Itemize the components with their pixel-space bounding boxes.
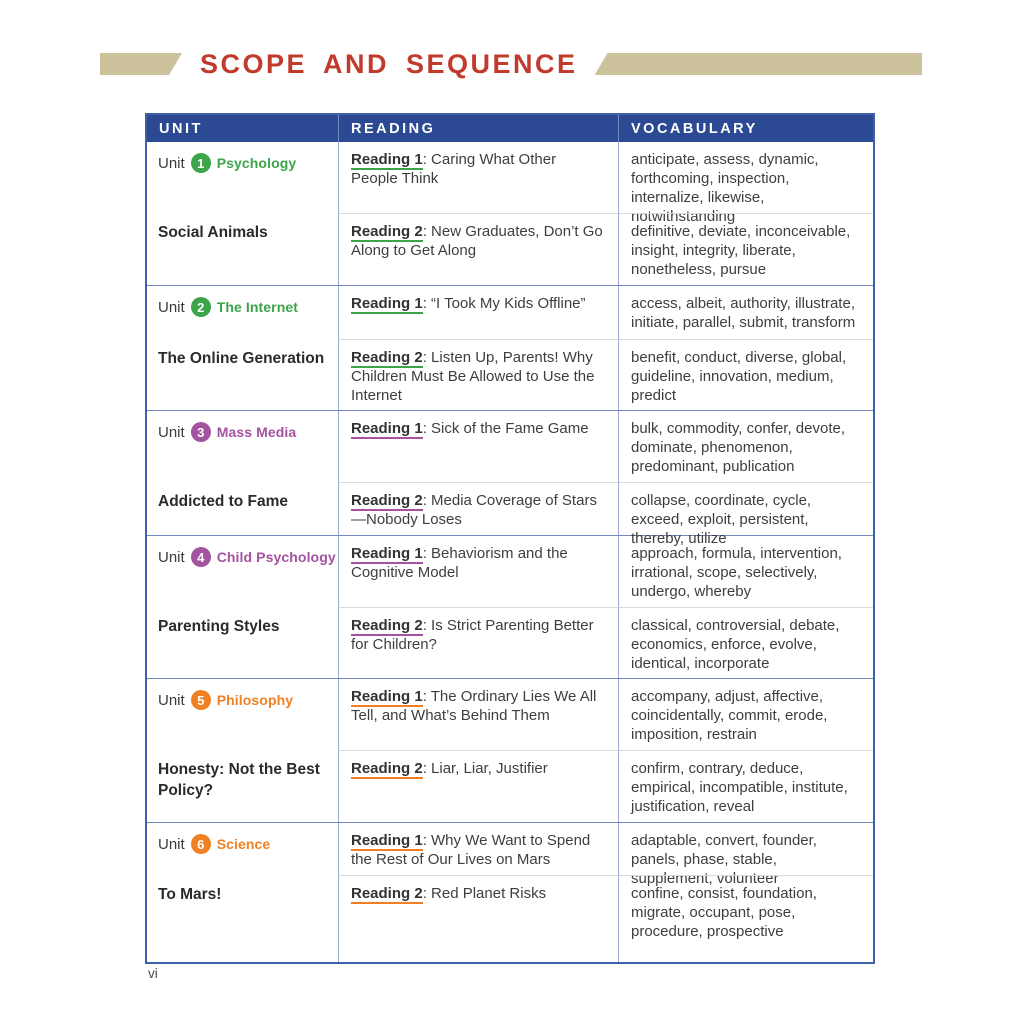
vocabulary-cell-1: access, albeit, authority, illustrate, initiate, parallel, submit, transform: [618, 286, 873, 339]
vocabulary-cell-1: bulk, commodity, confer, devote, dominate, phenomenon, predominant, publication: [618, 411, 873, 482]
reading-2-title: : Media Coverage of Stars—Nobody Loses: [351, 492, 597, 529]
column-header-vocabulary: VOCABULARY: [618, 115, 873, 142]
reading-2-label: Reading 2: [351, 492, 423, 509]
reading-2-label: Reading 2: [351, 349, 423, 366]
unit-label: [158, 295, 334, 317]
reading-1-title: : Why We Want to Spend the Rest of Our Lives on Mars: [351, 832, 591, 869]
unit-number-badge: 2: [191, 297, 211, 317]
unit-label-cell: [147, 823, 338, 875]
reading-1-title: : The Ordinary Lies We All Tell, and What’s Behind Them: [351, 688, 597, 725]
unit-label: [158, 420, 334, 442]
reading-1-label: Reading 1: [351, 420, 423, 437]
title-banner: [100, 48, 922, 79]
reading-1-title: : “I Took My Kids Offline”: [422, 295, 586, 312]
unit-word: Unit: [158, 154, 185, 172]
banner-bar-left: [100, 53, 182, 75]
reading-1-label: Reading 1: [351, 688, 423, 705]
reading-2-label: Reading 2: [351, 617, 423, 634]
unit-title: The Online Generation: [158, 350, 325, 367]
reading-1-title: : Sick of the Fame Game: [422, 420, 589, 437]
reading-1-label: Reading 1: [351, 295, 423, 312]
vocabulary-cell-2: confirm, contrary, deduce, empirical, incompatible, institute, justification, reveal: [618, 750, 873, 822]
unit-number-badge: 1: [191, 153, 211, 173]
unit-subject: Philosophy: [216, 692, 294, 708]
column-header-reading: READING: [338, 115, 618, 142]
table-header-row: [147, 115, 873, 142]
unit-word: Unit: [158, 691, 185, 709]
unit-subject: Mass Media: [216, 424, 297, 440]
reading-2-label: Reading 2: [351, 760, 423, 777]
unit-subject: Science: [216, 836, 271, 852]
reading-1-title: : Behaviorism and the Cognitive Model: [351, 545, 568, 582]
reading-cell-2: [338, 482, 618, 535]
vocabulary-cell-2: definitive, deviate, inconceivable, insight, integrity, liberate, nonetheless, pursue: [618, 213, 873, 285]
unit-subject: Child Psychology: [216, 549, 336, 565]
table-body: [147, 142, 873, 962]
column-header-unit: UNIT: [159, 120, 203, 137]
vocabulary-cell-1: accompany, adjust, affective, coincidentally, commit, erode, imposition, restrain: [618, 679, 873, 750]
unit-section: [147, 285, 873, 410]
reading-2-title: : Listen Up, Parents! Why Children Must Be Allowed to Use the Internet: [351, 349, 595, 405]
scope-sequence-table: [145, 113, 875, 964]
reading-cell-2: [338, 750, 618, 822]
unit-number-badge: 4: [191, 547, 211, 567]
page-title: SCOPE AND SEQUENCE: [200, 48, 578, 79]
unit-title: Honesty: Not the Best Policy?: [158, 761, 320, 799]
unit-title: Parenting Styles: [158, 618, 280, 635]
unit-section: [147, 410, 873, 548]
vocabulary-cell-2: confine, consist, foundation, migrate, occupant, pose, procedure, prospective: [618, 875, 873, 962]
page-number: vi: [148, 966, 158, 981]
reading-cell-1: [338, 536, 618, 607]
unit-section: [147, 678, 873, 822]
unit-number-badge: 5: [191, 690, 211, 710]
reading-2-title: : New Graduates, Don’t Go Along to Get Along: [351, 223, 603, 260]
unit-label: [158, 832, 334, 854]
unit-subject: The Internet: [216, 299, 299, 315]
reading-1-title: : Caring What Other People Think: [351, 151, 557, 188]
unit-title: To Mars!: [158, 886, 222, 903]
reading-cell-1: [338, 679, 618, 750]
unit-word: Unit: [158, 835, 185, 853]
vocabulary-cell-2: benefit, conduct, diverse, global, guideline, innovation, medium, predict: [618, 339, 873, 410]
reading-cell-1: [338, 823, 618, 875]
reading-cell-2: [338, 339, 618, 410]
reading-1-label: Reading 1: [351, 151, 423, 168]
reading-cell-2: [338, 213, 618, 285]
banner-bar-right: [595, 53, 922, 75]
reading-2-label: Reading 2: [351, 223, 423, 240]
unit-section: [147, 142, 873, 285]
unit-number-badge: 6: [191, 834, 211, 854]
unit-label-cell: [147, 536, 338, 607]
reading-2-title: : Liar, Liar, Justifier: [422, 760, 548, 777]
unit-title: Social Animals: [158, 224, 268, 241]
reading-cell-2: [338, 607, 618, 678]
reading-2-title: : Is Strict Parenting Better for Children?: [351, 617, 594, 654]
unit-label: [158, 688, 334, 710]
unit-subject: Psychology: [216, 155, 297, 171]
unit-title: Addicted to Fame: [158, 493, 289, 510]
reading-cell-1: [338, 286, 618, 339]
vocabulary-cell-1: anticipate, assess, dynamic, forthcoming, inspection, internalize, likewise, notwithstanding: [618, 142, 873, 213]
unit-number-badge: 3: [191, 422, 211, 442]
unit-label-cell: [147, 286, 338, 339]
vocabulary-cell-1: adaptable, convert, founder, panels, phase, stable, supplement, volunteer: [618, 823, 873, 875]
vocabulary-cell-2: collapse, coordinate, cycle, exceed, exploit, persistent, thereby, utilize: [618, 482, 873, 535]
unit-label-cell: [147, 679, 338, 750]
reading-2-label: Reading 2: [351, 885, 423, 902]
reading-1-label: Reading 1: [351, 832, 423, 849]
unit-label-cell: [147, 411, 338, 482]
unit-section: [147, 822, 873, 962]
unit-word: Unit: [158, 423, 185, 441]
reading-2-title: : Red Planet Risks: [422, 885, 547, 902]
reading-cell-2: [338, 875, 618, 962]
unit-label: [158, 545, 334, 567]
reading-1-label: Reading 1: [351, 545, 423, 562]
unit-label: [158, 151, 334, 173]
unit-section: [147, 535, 873, 678]
unit-word: Unit: [158, 548, 185, 566]
reading-cell-1: [338, 142, 618, 213]
unit-label-cell: [147, 142, 338, 213]
reading-cell-1: [338, 411, 618, 482]
vocabulary-cell-1: approach, formula, intervention, irrational, scope, selectively, undergo, whereby: [618, 536, 873, 607]
vocabulary-cell-2: classical, controversial, debate, economics, enforce, evolve, identical, incorporate: [618, 607, 873, 678]
unit-word: Unit: [158, 298, 185, 316]
